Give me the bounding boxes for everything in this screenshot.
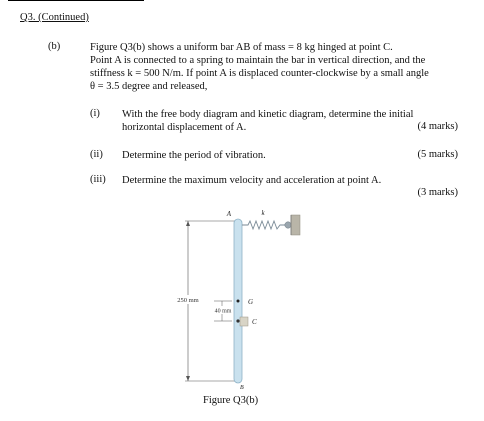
- subpart-line: horizontal displacement of A.: [122, 122, 247, 133]
- marks-i: (4 marks): [417, 121, 458, 132]
- marks-ii: (5 marks): [417, 149, 458, 160]
- subpart-label-i: (i): [90, 108, 100, 119]
- subpart-line: With the free body diagram and kinetic diagram, determine the initial: [122, 109, 414, 120]
- dim-250-label: 250 mm: [177, 297, 199, 304]
- subpart-text-ii: [122, 149, 382, 162]
- label-g: G: [248, 298, 254, 306]
- part-text-line: stiffness k = 500 N/m. If point A is displaced counter-clockwise by a small angle: [90, 68, 429, 79]
- subpart-line: Determine the period of vibration.: [122, 150, 266, 161]
- hinge-bracket: [240, 317, 248, 326]
- hinge-pin-c: [236, 319, 239, 322]
- part-text: [90, 41, 458, 93]
- label-c: C: [252, 318, 257, 326]
- subpart-label-iii: (iii): [90, 174, 106, 185]
- dim-40-label: 40 mm: [214, 308, 232, 315]
- label-b: B: [240, 385, 244, 390]
- spring-anchor: [285, 222, 291, 228]
- figure-diagram: [160, 205, 320, 390]
- spring: [242, 221, 286, 229]
- part-text-line: θ = 3.5 degree and released,: [90, 81, 208, 92]
- figure-caption: Figure Q3(b): [203, 395, 259, 406]
- subpart-label-ii: (ii): [90, 149, 103, 160]
- part-label: (b): [48, 41, 61, 52]
- label-a: A: [226, 210, 231, 218]
- label-k: k: [261, 209, 265, 217]
- part-text-line: Figure Q3(b) shows a uniform bar AB of mass = 8 kg hinged at point C.: [90, 42, 393, 53]
- subpart-line: Determine the maximum velocity and acceleration at point A.: [122, 175, 382, 186]
- dim-arrow-down: [186, 376, 190, 381]
- subpart-text-iii: [122, 174, 422, 187]
- dim-arrow-up: [186, 221, 190, 226]
- wall: [291, 215, 300, 235]
- part-text-line: Point A is connected to a spring to maintain the bar in vertical direction, and the: [90, 55, 426, 66]
- marks-iii: (3 marks): [417, 187, 458, 198]
- question-heading: Q3. (Continued): [20, 12, 89, 23]
- top-rule: [8, 0, 144, 1]
- point-g-dot: [237, 300, 240, 303]
